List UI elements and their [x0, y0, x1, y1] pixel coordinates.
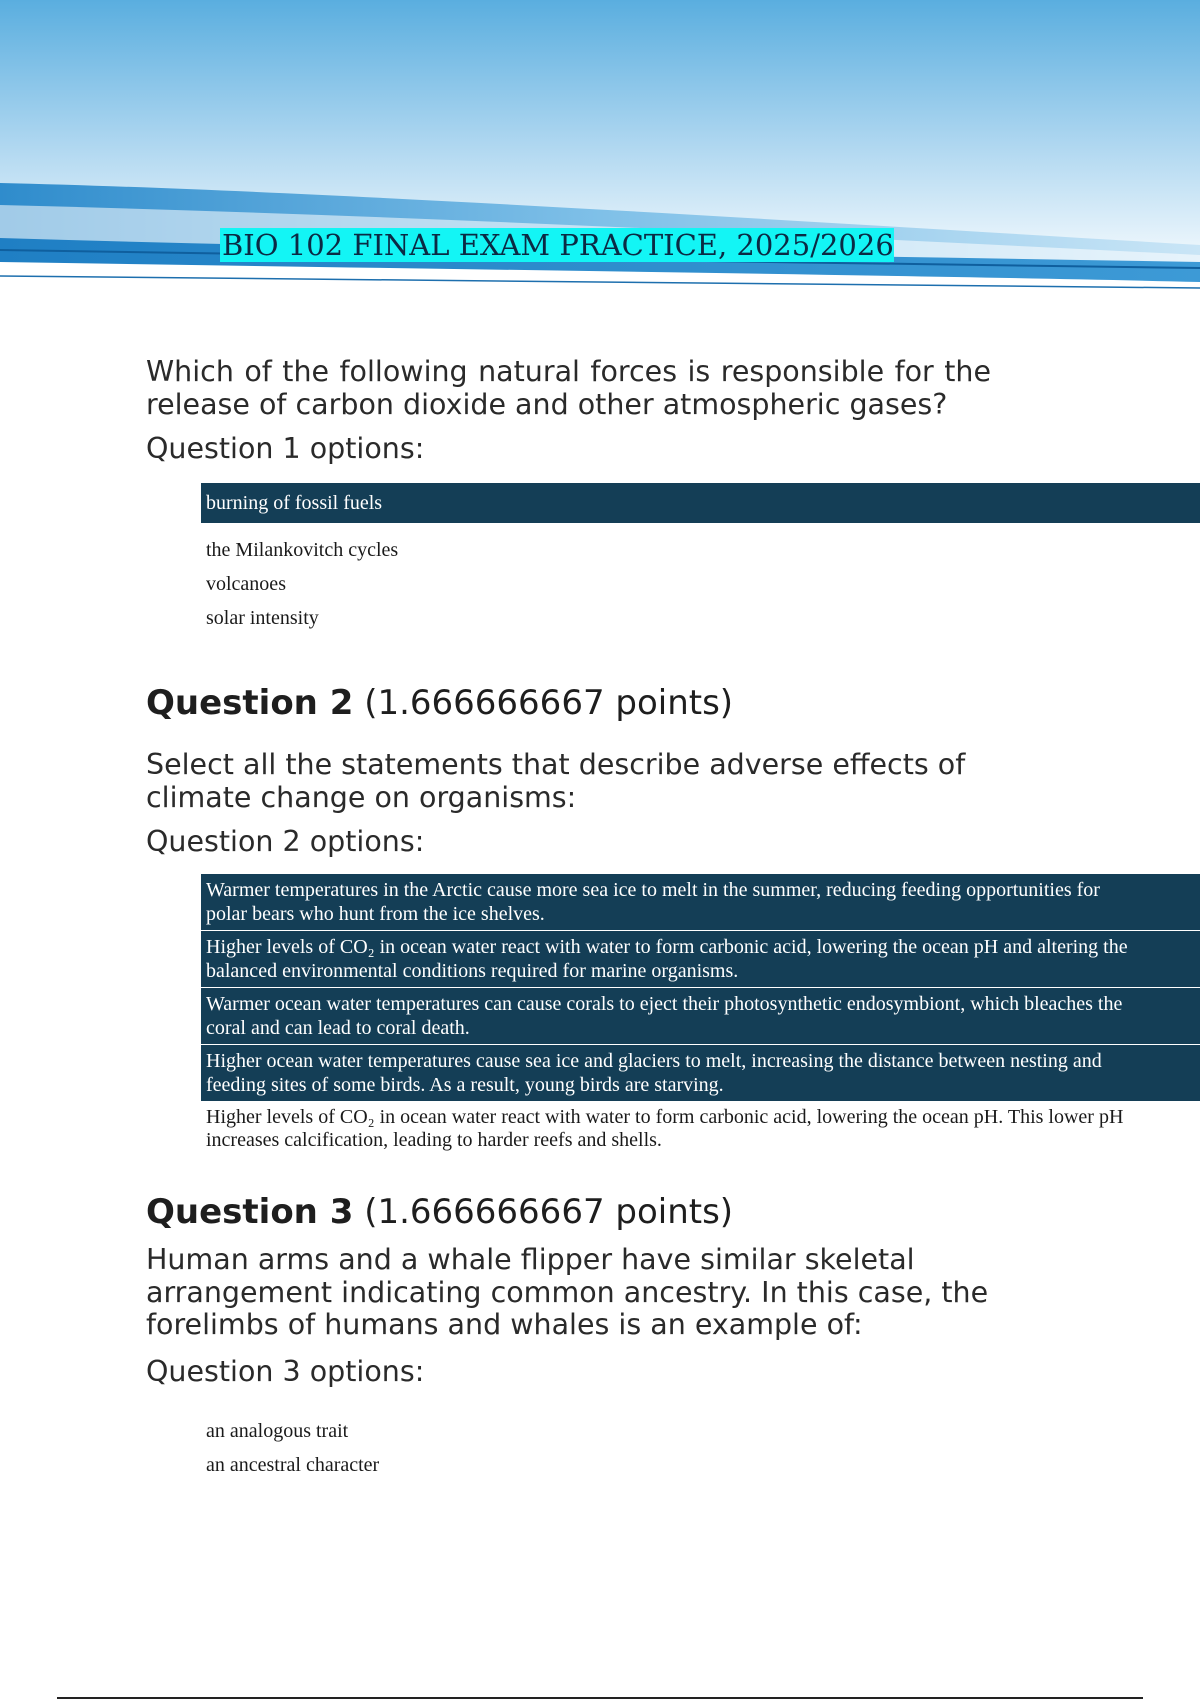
- footer-divider: [57, 1697, 1143, 1699]
- question-2-number: Question 2: [146, 683, 354, 723]
- question-2-options: [201, 874, 1200, 1152]
- question-3-points: (1.666666667 points): [364, 1192, 734, 1232]
- option-line: Higher levels of CO₂ in ocean water react with water to form carbonic acid, lowering the ocean pH and altering the: [206, 936, 1128, 958]
- question-2-option[interactable]: [201, 931, 1200, 988]
- question-1-text: Which of the following natural forces is responsible for the release of carbon dioxide and other atmospheric gases?: [146, 355, 991, 421]
- option-line: Higher ocean water temperatures cause sea ice and glaciers to melt, increasing the distance between nesting and: [206, 1050, 1102, 1072]
- question-3-options-label: Question 3 options:: [146, 1354, 425, 1388]
- question-2-option[interactable]: [201, 1045, 1200, 1101]
- question-3-options: [201, 1414, 1200, 1482]
- exam-content: [146, 355, 1128, 1482]
- question-1-option[interactable]: volcanoes: [206, 573, 286, 595]
- option-line: Warmer temperatures in the Arctic cause more sea ice to melt in the summer, reducing feeding opportunities for: [206, 879, 1100, 901]
- option-line: increases calcification, leading to harder reefs and shells.: [206, 1129, 662, 1151]
- question-3-text: Human arms and a whale flipper have similar skeletal arrangement indicating common ancestry. In this case, the forelimbs of humans and whales is an example of:: [146, 1243, 989, 1341]
- question-2-text: Select all the statements that describe adverse effects of climate change on organisms:: [146, 748, 966, 814]
- option-line: Warmer ocean water temperatures can cause corals to eject their photosynthetic endosymbiont, which bleaches the: [206, 993, 1123, 1015]
- question-1-options: [201, 483, 1200, 635]
- question-2-points: (1.666666667 points): [364, 683, 734, 723]
- question-3-heading: [146, 1192, 1046, 1232]
- exam-title: BIO 102 FINAL EXAM PRACTICE, 2025/2026: [222, 228, 894, 262]
- question-3-number: Question 3: [146, 1192, 354, 1232]
- question-2-option[interactable]: [201, 1101, 1200, 1152]
- question-2-heading: [146, 683, 1046, 723]
- question-3-option[interactable]: an ancestral character: [206, 1453, 380, 1476]
- question-3-option[interactable]: an analogous trait: [206, 1419, 349, 1442]
- option-line: coral and can lead to coral death.: [206, 1017, 470, 1039]
- option-line: feeding sites of some birds. As a result, young birds are starving.: [206, 1074, 724, 1096]
- option-line: Higher levels of CO₂ in ocean water react with water to form carbonic acid, lowering the ocean pH. This lower pH: [206, 1106, 1124, 1128]
- question-1-options-label: Question 1 options:: [146, 432, 425, 465]
- question-2-option[interactable]: [201, 874, 1200, 931]
- question-1-option[interactable]: burning of fossil fuels: [201, 483, 1200, 523]
- question-1-option[interactable]: the Milankovitch cycles: [206, 539, 399, 561]
- question-2-option[interactable]: [201, 988, 1200, 1045]
- question-1-option[interactable]: solar intensity: [206, 607, 319, 629]
- option-line: polar bears who hunt from the ice shelves.: [206, 903, 545, 925]
- option-line: balanced environmental conditions required for marine organisms.: [206, 960, 739, 982]
- question-2-options-label: Question 2 options:: [146, 825, 425, 858]
